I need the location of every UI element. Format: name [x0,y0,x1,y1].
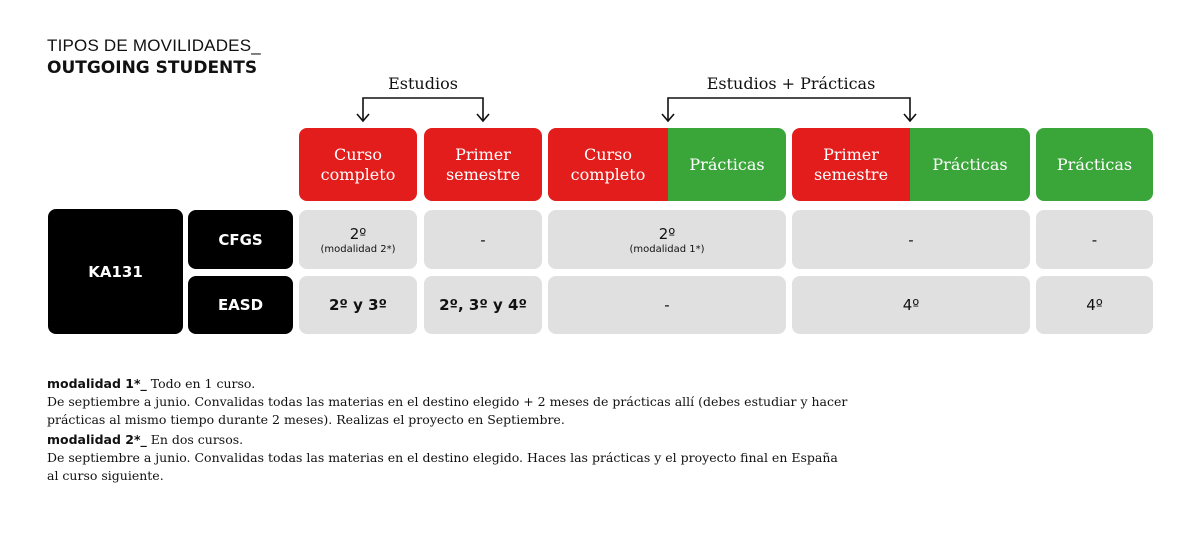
note-modalidad-1-text: De septiembre a junio. Convalidas todas las materias en el destino elegido + 2 meses de prácticas allí (debes estudiar y hacer prácticas al mismo tiempo durante 2 meses). Realizas el proyecto en Septiembre. [47,394,848,427]
header-curso-completo-2-label: Curso completo [570,144,646,184]
header-practicas-2 [910,128,1030,201]
cell-cfgs-practicas [1036,210,1153,269]
program-ka131-label: KA131 [88,262,143,281]
title-line-2: OUTGOING STUDENTS [47,58,258,78]
header-practicas-2-label: Prácticas [932,154,1008,174]
cell-cfgs-curso-completo-value: 2º [349,224,367,243]
cell-easd-primer-semestre-practicas [792,276,1030,334]
note-modalidad-2-text: De septiembre a junio. Convalidas todas las materias en el destino elegido. Haces las prácticas y el proyecto final en España al curso siguiente. [47,450,838,483]
cell-easd-primer-semestre [424,276,542,334]
cell-easd-curso-completo-value: 2º y 3º [328,296,387,314]
header-curso-completo-2 [548,128,668,201]
header-practicas-1-label: Prácticas [689,154,765,174]
cell-cfgs-primer-semestre-value: - [480,230,486,249]
cell-cfgs-practicas-value: - [1091,230,1098,249]
group-label-estudios-practicas: Estudios + Prácticas [706,74,876,93]
note-modalidad-2 [47,431,847,485]
header-curso-completo [299,128,417,201]
row-label-cfgs-text: CFGS [218,230,263,249]
header-primer-semestre [424,128,542,201]
header-practicas-3-label: Prácticas [1056,154,1133,174]
cell-easd-primer-semestre-practicas-value: 4º [902,296,920,314]
row-label-easd [188,276,293,334]
note-modalidad-2-label: modalidad 2*_ [47,432,147,447]
group-label-estudios: Estudios [388,74,458,93]
header-primer-semestre-2-label: Primer semestre [813,144,889,184]
note-modalidad-1-short: Todo en 1 curso. [146,376,256,391]
cell-cfgs-primer-semestre [424,210,542,269]
header-primer-semestre-label: Primer semestre [445,144,521,184]
cell-cfgs-curso-completo-practicas-note: (modalidad 1*) [629,243,705,255]
cell-cfgs-curso-completo [299,210,417,269]
title-line-1: TIPOS DE MOVILIDADES_ [47,36,261,55]
cell-easd-primer-semestre-value: 2º, 3º y 4º [439,296,527,314]
note-modalidad-2-short: En dos cursos. [146,432,244,447]
cell-easd-curso-completo-practicas-value: - [664,296,670,314]
header-curso-completo-label: Curso completo [320,144,396,184]
cell-cfgs-curso-completo-note: (modalidad 2*) [320,243,396,255]
cell-easd-practicas [1036,276,1153,334]
bracket-arrows [0,0,1199,130]
cell-cfgs-curso-completo-practicas-value: 2º [658,224,676,243]
row-label-easd-text: EASD [217,296,264,314]
note-modalidad-1-label: modalidad 1*_ [47,376,147,391]
cell-cfgs-primer-semestre-practicas [792,210,1030,269]
program-ka131 [48,209,183,334]
cell-easd-curso-completo [299,276,417,334]
bracket-estudios-practicas [668,98,910,120]
note-modalidad-1 [47,375,907,429]
bracket-estudios [363,98,483,120]
cell-cfgs-primer-semestre-practicas-value: - [908,230,914,249]
header-primer-semestre-2 [792,128,910,201]
cell-easd-practicas-value: 4º [1086,296,1103,314]
cell-easd-curso-completo-practicas [548,276,786,334]
header-practicas-3 [1036,128,1153,201]
cell-cfgs-curso-completo-practicas [548,210,786,269]
header-practicas-1 [668,128,786,201]
row-label-cfgs [188,210,293,269]
